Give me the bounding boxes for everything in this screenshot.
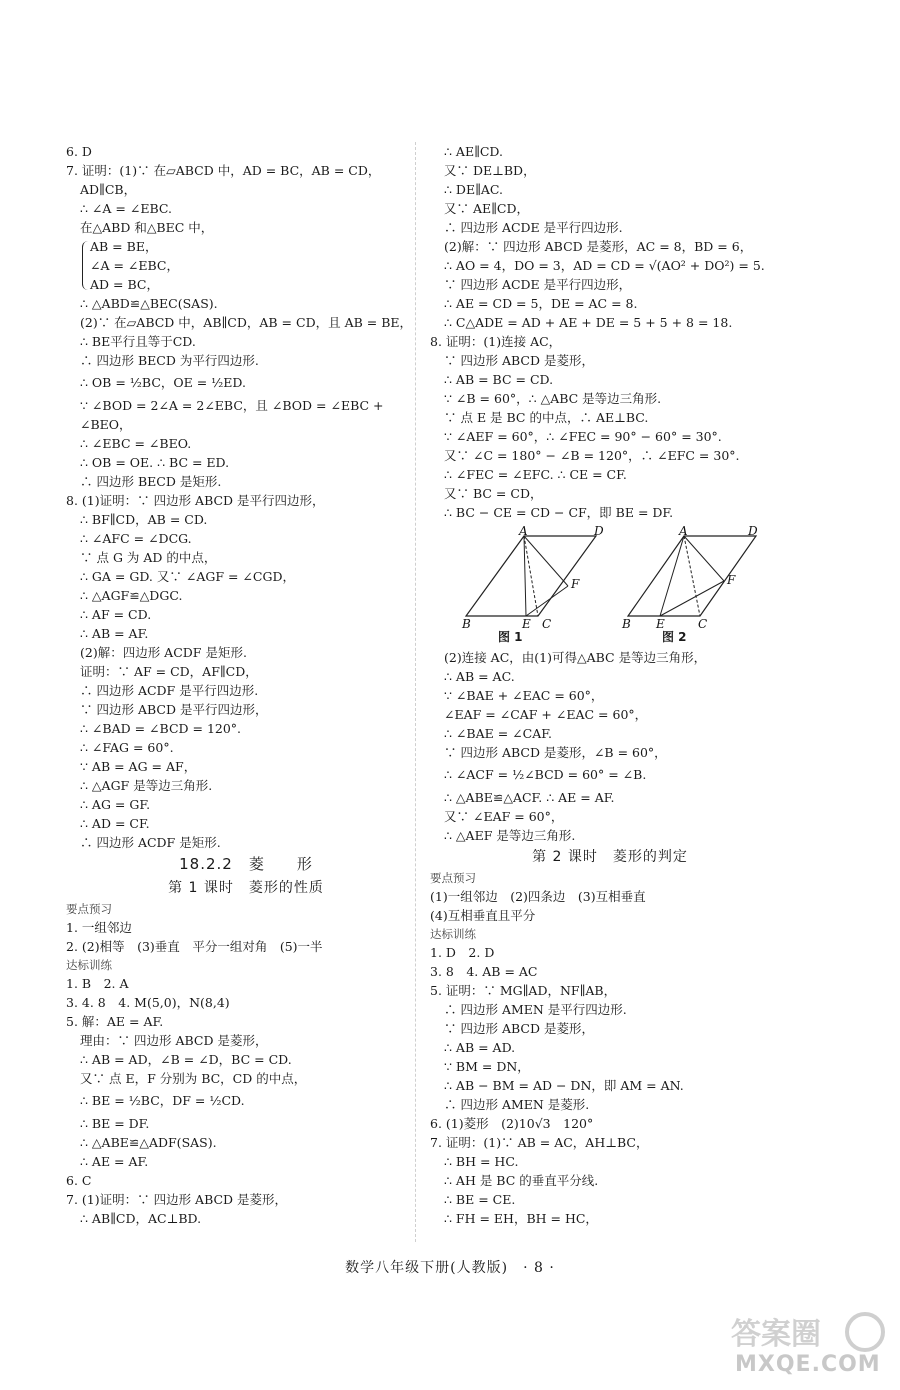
figure-1 bbox=[458, 524, 604, 626]
text-line: 8. 证明：(1)连接 AC， bbox=[430, 334, 562, 349]
text-line: ∴ OB = OE. ∴ BC = ED. bbox=[80, 455, 230, 470]
text-line: ∵ 四边形 ABCD 是菱形， bbox=[444, 353, 594, 368]
label-f: F bbox=[571, 577, 580, 591]
text-line: ∴ AB = AF. bbox=[80, 626, 149, 641]
text-line: 7. 证明：(1)∵ 在▱ABCD 中，AD = BC，AB = CD， bbox=[66, 163, 381, 178]
text-line: ∴ ∠A = ∠EBC. bbox=[80, 201, 172, 216]
text-line: 在△ABD 和△BEC 中， bbox=[80, 220, 214, 235]
text-line: 5. 解：AE = AF. bbox=[66, 1014, 164, 1029]
label-f: F bbox=[727, 573, 736, 587]
text-line: ∴ AB − BM = AD − DN，即 AM = AN. bbox=[444, 1078, 684, 1093]
label-b: B bbox=[462, 617, 471, 631]
text-line: ∴ BE = CE. bbox=[444, 1192, 516, 1207]
watermark bbox=[725, 1310, 895, 1385]
text-line: ∴ 四边形 ACDE 是平行四边形. bbox=[444, 220, 623, 235]
text-line: 3. 4. 8 4. M(5,0)，N(8,4) bbox=[66, 995, 230, 1010]
text-line: ∠A = ∠EBC， bbox=[90, 258, 180, 273]
text-line: ∴ △ABD≌△BEC(SAS). bbox=[80, 296, 218, 311]
right-column bbox=[430, 142, 790, 1228]
label-b: B bbox=[622, 617, 631, 631]
text-line: ∴ △AGF≌△DGC. bbox=[80, 588, 183, 603]
subsection-label: 要点预习 bbox=[430, 871, 476, 885]
text-line: 3. 8 4. AB = AC bbox=[430, 964, 538, 979]
text-line: ∴ ∠BAE = ∠CAF. bbox=[444, 726, 552, 741]
text-line: ∵ 点 E 是 BC 的中点，∴ AE⊥BC. bbox=[444, 410, 649, 425]
text-line: ∴ AH 是 BC 的垂直平分线. bbox=[444, 1173, 599, 1188]
text-line: ∴ ∠BAD = ∠BCD = 120°. bbox=[80, 721, 242, 736]
text-line: ∠BEO， bbox=[80, 417, 132, 432]
subsection-label: 要点预习 bbox=[66, 902, 112, 916]
text-line: ∴ AG = GF. bbox=[80, 797, 151, 812]
label-d: D bbox=[748, 524, 758, 538]
text-line: ∴ ∠ACF = ½∠BCD = 60° = ∠B. bbox=[444, 767, 647, 782]
text-line: (2)解：四边形 ACDF 是矩形. bbox=[80, 645, 247, 660]
text-line: ∴ OB = ½BC，OE = ½ED. bbox=[80, 375, 246, 390]
text-line: 6. (1)菱形 (2)10√3 120° bbox=[430, 1116, 594, 1131]
label-c: C bbox=[542, 617, 552, 631]
label-a: A bbox=[519, 524, 528, 538]
text-line: ∴ GA = GD. 又∵ ∠AGF = ∠CGD， bbox=[80, 569, 295, 584]
text-line: ∵ 点 G 为 AD 的中点， bbox=[80, 550, 217, 565]
watermark-url: MXQE.COM bbox=[735, 1352, 881, 1377]
text-line: ∵ BM = DN， bbox=[444, 1059, 530, 1074]
text-line: ∴ ∠FEC = ∠EFC. ∴ CE = CF. bbox=[444, 467, 627, 482]
text-line: ∴ AF = CD. bbox=[80, 607, 152, 622]
text-line: ∵ ∠BOD = 2∠A = 2∠EBC，且 ∠BOD = ∠EBC + bbox=[80, 398, 384, 413]
watermark-top-text: 答案圈 bbox=[731, 1317, 821, 1352]
label-c: C bbox=[698, 617, 708, 631]
text-line: ∵ 四边形 ABCD 是菱形，∠B = 60°， bbox=[444, 745, 667, 760]
text-line: 又∵ AE∥CD， bbox=[444, 201, 529, 216]
text-line: (4)互相垂直且平分 bbox=[430, 908, 536, 923]
text-line: 证明：∵ AF = CD，AF∥CD， bbox=[80, 664, 258, 679]
text-line: ∴ △ABE≌△ACF. ∴ AE = AF. bbox=[444, 790, 615, 805]
label-a: A bbox=[679, 524, 688, 538]
text-line: 又∵ BC = CD， bbox=[444, 486, 543, 501]
figure-2-caption: 图 2 bbox=[662, 630, 687, 644]
left-column bbox=[66, 142, 426, 1228]
text-line: ∴ 四边形 AMEN 是平行四边形. bbox=[444, 1002, 627, 1017]
text-line: ∴ AE = CD = 5，DE = AC = 8. bbox=[444, 296, 638, 311]
text-line: AD = BC， bbox=[90, 277, 159, 292]
text-line: ∴ AE = AF. bbox=[80, 1154, 149, 1169]
text-line: (2)∵ 在▱ABCD 中，AB∥CD，AB = CD，且 AB = BE， bbox=[80, 315, 413, 330]
text-line: 又∵ ∠EAF = 60°， bbox=[444, 809, 564, 824]
subsection-label: 达标训练 bbox=[66, 958, 112, 972]
text-line: ∴ FH = EH，BH = HC， bbox=[444, 1211, 598, 1226]
text-line: ∵ 四边形 ABCD 是平行四边形， bbox=[80, 702, 268, 717]
text-line: 6. D bbox=[66, 144, 92, 159]
text-line: ∴ BF∥CD，AB = CD. bbox=[80, 512, 208, 527]
text-line: ∴ AE∥CD. bbox=[444, 144, 503, 159]
text-line: ∴ ∠AFC = ∠DCG. bbox=[80, 531, 192, 546]
text-line: ∴ AB∥CD，AC⊥BD. bbox=[80, 1211, 202, 1226]
text-line: ∴ 四边形 BECD 为平行四边形. bbox=[80, 353, 259, 368]
text-line: AB = BE， bbox=[90, 239, 158, 254]
text-line: ∴ AB = AD. bbox=[444, 1040, 516, 1055]
text-line: ∴ ∠FAG = 60°. bbox=[80, 740, 174, 755]
text-line: 7. 证明：(1)∵ AB = AC，AH⊥BC， bbox=[430, 1135, 649, 1150]
text-line: 7. (1)证明：∵ 四边形 ABCD 是菱形， bbox=[66, 1192, 288, 1207]
figure-2-bottom-labels bbox=[620, 612, 770, 632]
text-line: ∴ AB = AD，∠B = ∠D，BC = CD. bbox=[80, 1052, 292, 1067]
page-footer: 数学八年级下册(人教版) · 8 · bbox=[345, 1260, 555, 1276]
text-line: ∴ BE平行且等于CD. bbox=[80, 334, 196, 349]
section-title: 18.2.2 菱 形 bbox=[179, 855, 313, 873]
text-line: ∴ △AGF 是等边三角形. bbox=[80, 778, 213, 793]
text-line: 1. 一组邻边 bbox=[66, 920, 132, 935]
text-line: ∵ AB = AG = AF， bbox=[80, 759, 197, 774]
text-line: ∵ ∠B = 60°，∴ △ABC 是等边三角形. bbox=[444, 391, 662, 406]
text-line: ∴ 四边形 ACDF 是平行四边形. bbox=[80, 683, 259, 698]
figure-1-caption: 图 1 bbox=[498, 630, 523, 644]
text-line: ∴ 四边形 BECD 是矩形. bbox=[80, 474, 222, 489]
text-line: ∴ AO = 4，DO = 3，AD = CD = √(AO² + DO²) = 5. bbox=[444, 258, 765, 273]
text-line: 8. (1)证明：∵ 四边形 ABCD 是平行四边形， bbox=[66, 493, 325, 508]
text-line: 又∵ ∠C = 180° − ∠B = 120°，∴ ∠EFC = 30°. bbox=[444, 448, 740, 463]
text-line: ∠EAF = ∠CAF + ∠EAC = 60°， bbox=[444, 707, 648, 722]
text-line: ∴ BE = ½BC，DF = ½CD. bbox=[80, 1093, 245, 1108]
text-line: 2. (2)相等 (3)垂直 平分一组对角 (5)一半 bbox=[66, 939, 323, 954]
text-line: 1. D 2. D bbox=[430, 945, 495, 960]
text-line: ∴ △AEF 是等边三角形. bbox=[444, 828, 576, 843]
lesson-title: 第 1 课时 菱形的性质 bbox=[168, 880, 324, 896]
figures bbox=[430, 526, 790, 646]
label-e: E bbox=[656, 617, 665, 631]
figure-2 bbox=[620, 526, 770, 626]
text-line: ∴ AD = CF. bbox=[80, 816, 150, 831]
text-line: ∴ △ABE≌△ADF(SAS). bbox=[80, 1135, 217, 1150]
subsection-label: 达标训练 bbox=[430, 927, 476, 941]
label-d: D bbox=[594, 524, 604, 538]
text-line: ∵ ∠BAE + ∠EAC = 60°， bbox=[444, 688, 604, 703]
text-line: ∴ C△ADE = AD + AE + DE = 5 + 5 + 8 = 18. bbox=[444, 315, 733, 330]
text-line: ∴ 四边形 AMEN 是菱形. bbox=[444, 1097, 590, 1112]
text-line: 又∵ DE⊥BD， bbox=[444, 163, 536, 178]
text-line: ∵ 四边形 ABCD 是菱形， bbox=[444, 1021, 594, 1036]
text-line: 理由：∵ 四边形 ABCD 是菱形， bbox=[80, 1033, 268, 1048]
text-line: 1. B 2. A bbox=[66, 976, 129, 991]
text-line: ∴ AB = AC. bbox=[444, 669, 515, 684]
text-line: ∴ BH = HC. bbox=[444, 1154, 519, 1169]
text-line: ∴ DE∥AC. bbox=[444, 182, 503, 197]
lesson-title: 第 2 课时 菱形的判定 bbox=[532, 849, 688, 865]
text-line: ∴ ∠EBC = ∠BEO. bbox=[80, 436, 192, 451]
text-line: ∵ 四边形 ACDE 是平行四边形， bbox=[444, 277, 632, 292]
text-line: ∵ ∠AEF = 60°，∴ ∠FEC = 90° − 60° = 30°. bbox=[444, 429, 722, 444]
brace-group bbox=[66, 237, 426, 294]
text-line: ∴ AB = BC = CD. bbox=[444, 372, 554, 387]
text-line: 5. 证明：∵ MG∥AD，NF∥AB， bbox=[430, 983, 617, 998]
figure-1-bottom-labels bbox=[458, 612, 618, 632]
text-line: AD∥CB， bbox=[80, 182, 137, 197]
text-line: 6. C bbox=[66, 1173, 92, 1188]
label-e: E bbox=[522, 617, 531, 631]
text-line: ∴ BC − CE = CD − CF，即 BE = DF. bbox=[444, 505, 674, 520]
text-line: (1)一组邻边 (2)四条边 (3)互相垂直 bbox=[430, 889, 646, 904]
text-line: ∴ 四边形 ACDF 是矩形. bbox=[80, 835, 221, 850]
text-line: (2)解：∵ 四边形 ABCD 是菱形，AC = 8，BD = 6， bbox=[444, 239, 753, 254]
text-line: 又∵ 点 E，F 分别为 BC，CD 的中点， bbox=[80, 1071, 307, 1086]
text-line: ∴ BE = DF. bbox=[80, 1116, 150, 1131]
text-line: (2)连接 AC，由(1)可得△ABC 是等边三角形， bbox=[444, 650, 707, 665]
